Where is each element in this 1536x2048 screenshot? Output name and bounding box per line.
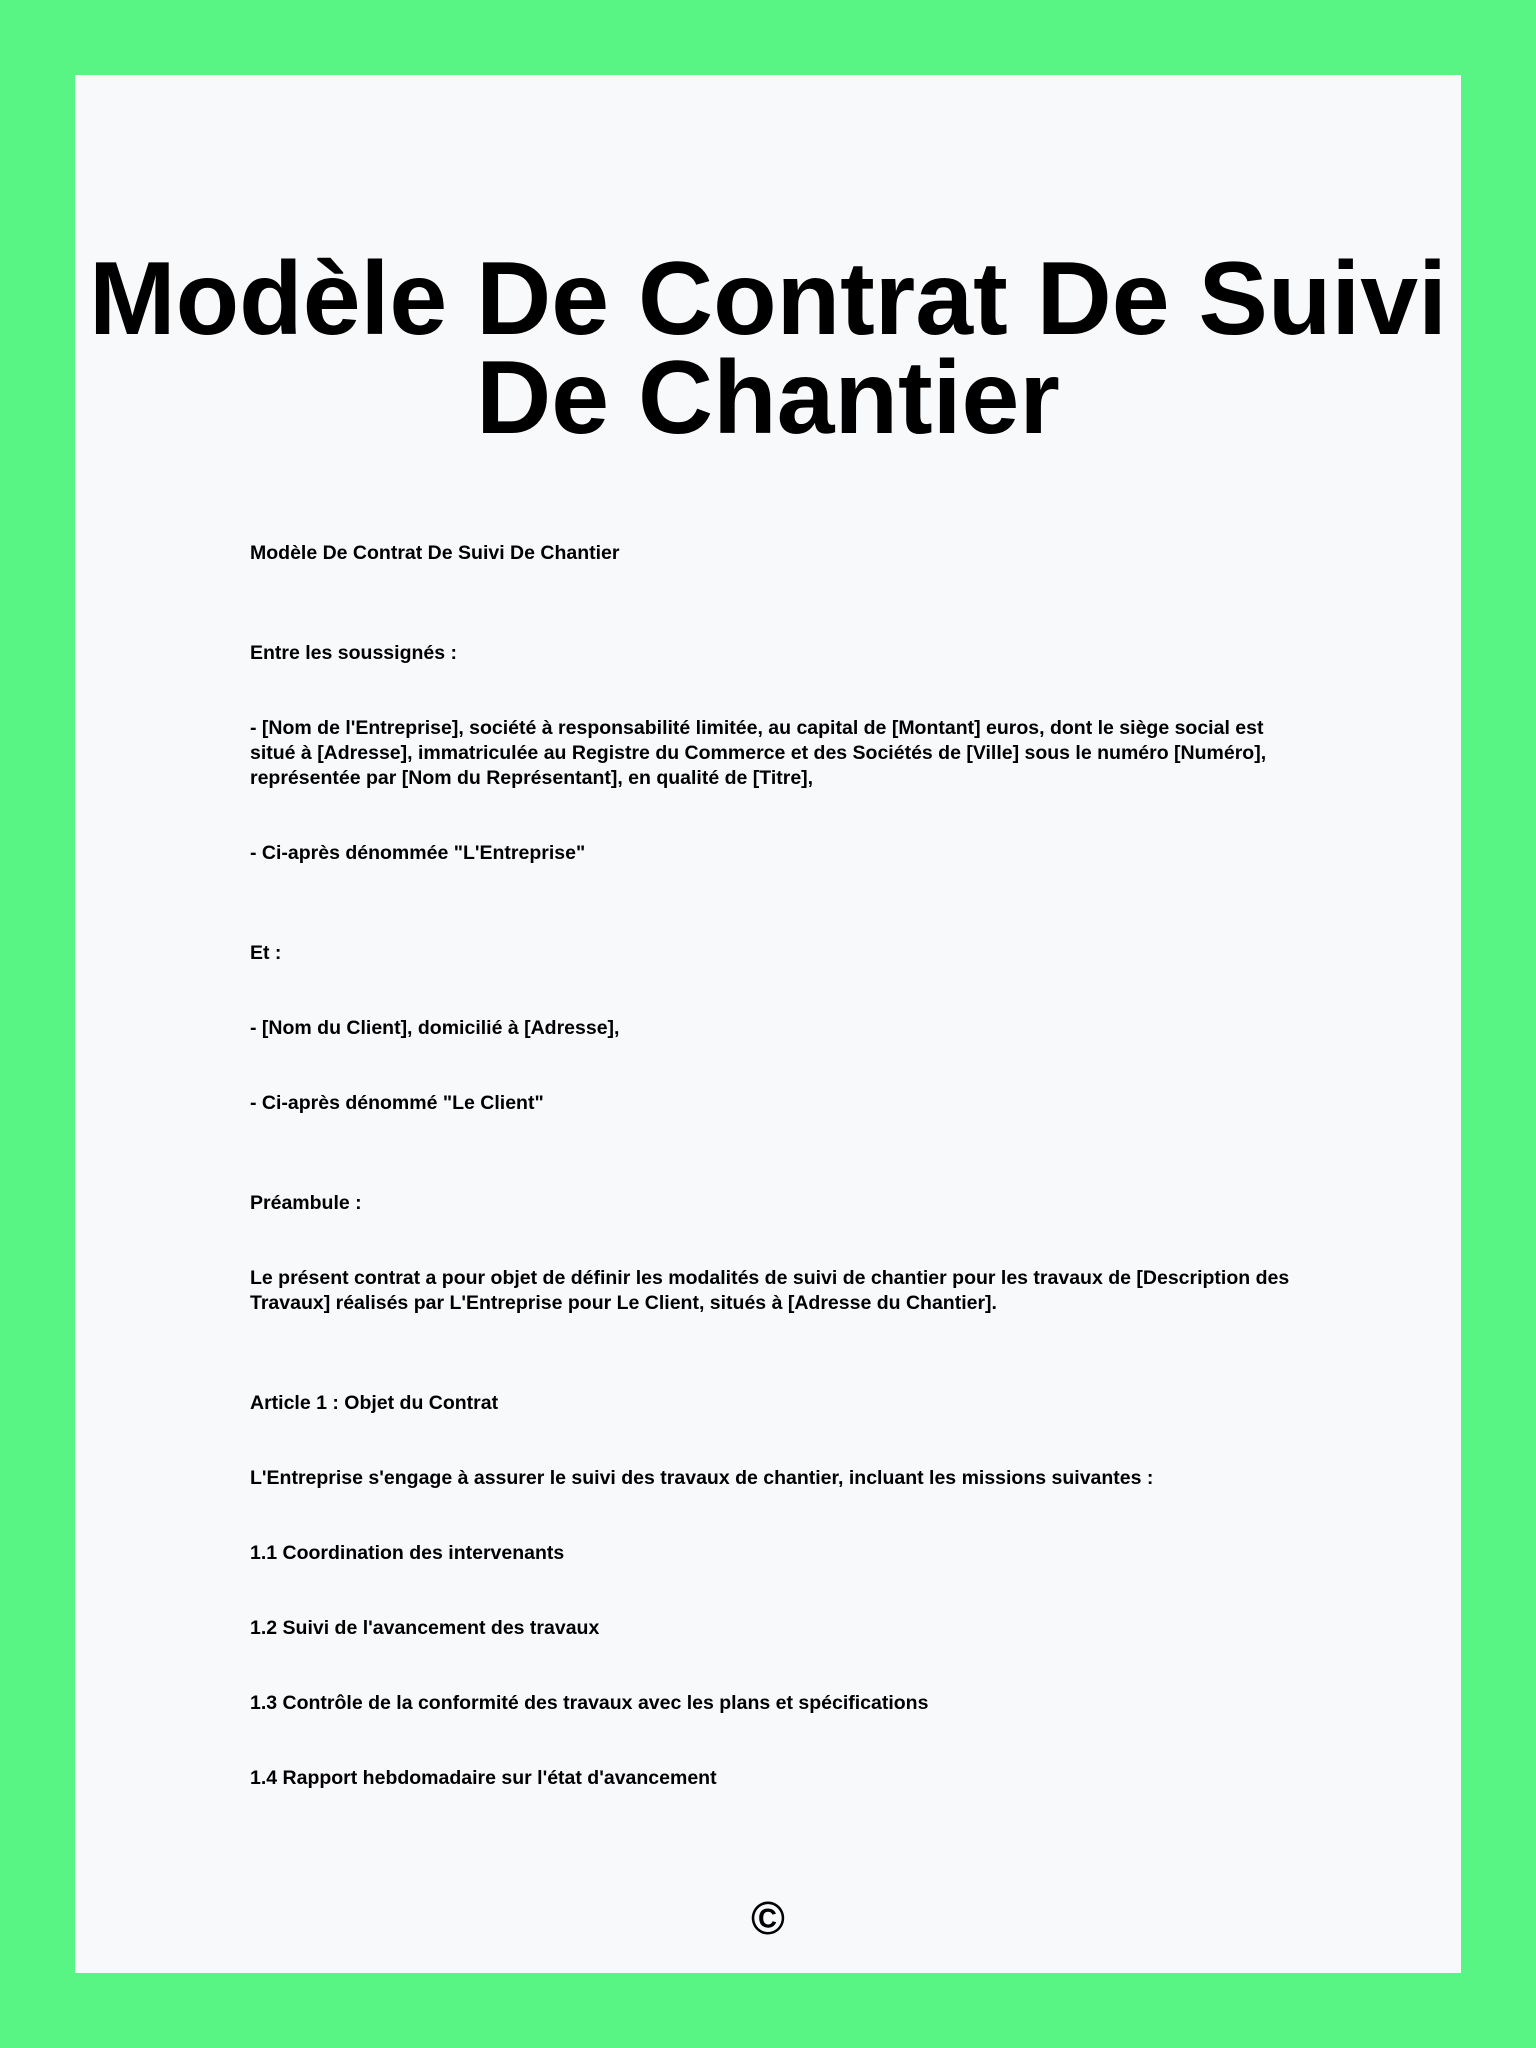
article-1-heading: Article 1 : Objet du Contrat [250, 1392, 499, 1414]
mission-item: 1.2 Suivi de l'avancement des travaux [250, 1617, 600, 1639]
preamble-heading: Préambule : [250, 1192, 362, 1214]
mission-item: 1.1 Coordination des intervenants [250, 1542, 565, 1564]
mission-item: 1.3 Contrôle de la conformité des travaux avec les plans et spécifications [250, 1692, 929, 1714]
document-heading: Modèle De Contrat De Suivi De Chantier [250, 542, 620, 564]
copyright-icon: © [751, 1892, 785, 1944]
preamble-text: Le présent contrat a pour objet de définir les modalités de suivi de chantier pour les travaux de [Description des Travaux] réalisés par L'Entreprise pour Le Client, situés à [Adresse du Chantier]. [250, 1267, 1290, 1314]
client-party: - [Nom du Client], domicilié à [Adresse], [250, 1017, 620, 1039]
client-designation: - Ci-après dénommé "Le Client" [250, 1092, 544, 1114]
and-separator: Et : [250, 942, 282, 964]
company-designation: - Ci-après dénommée "L'Entreprise" [250, 842, 586, 864]
parties-intro: Entre les soussignés : [250, 642, 457, 664]
document-page [75, 75, 1461, 1973]
company-party: - [Nom de l'Entreprise], société à responsabilité limitée, au capital de [Montant] euros, dont le siège social est situé à [Adresse], immatriculée au Registre du Commerce et des Sociétés de [Ville] sous le numéro [Numéro], représentée par [Nom du Représentant], en qualité de [Titre], [250, 717, 1267, 789]
page-title: Modèle De Contrat De Suivi De Chantier [89, 241, 1447, 456]
article-1-intro: L'Entreprise s'engage à assurer le suivi des travaux de chantier, incluant les missions suivantes : [250, 1467, 1154, 1489]
mission-item: 1.4 Rapport hebdomadaire sur l'état d'avancement [250, 1767, 717, 1789]
document-body [250, 541, 1290, 1791]
